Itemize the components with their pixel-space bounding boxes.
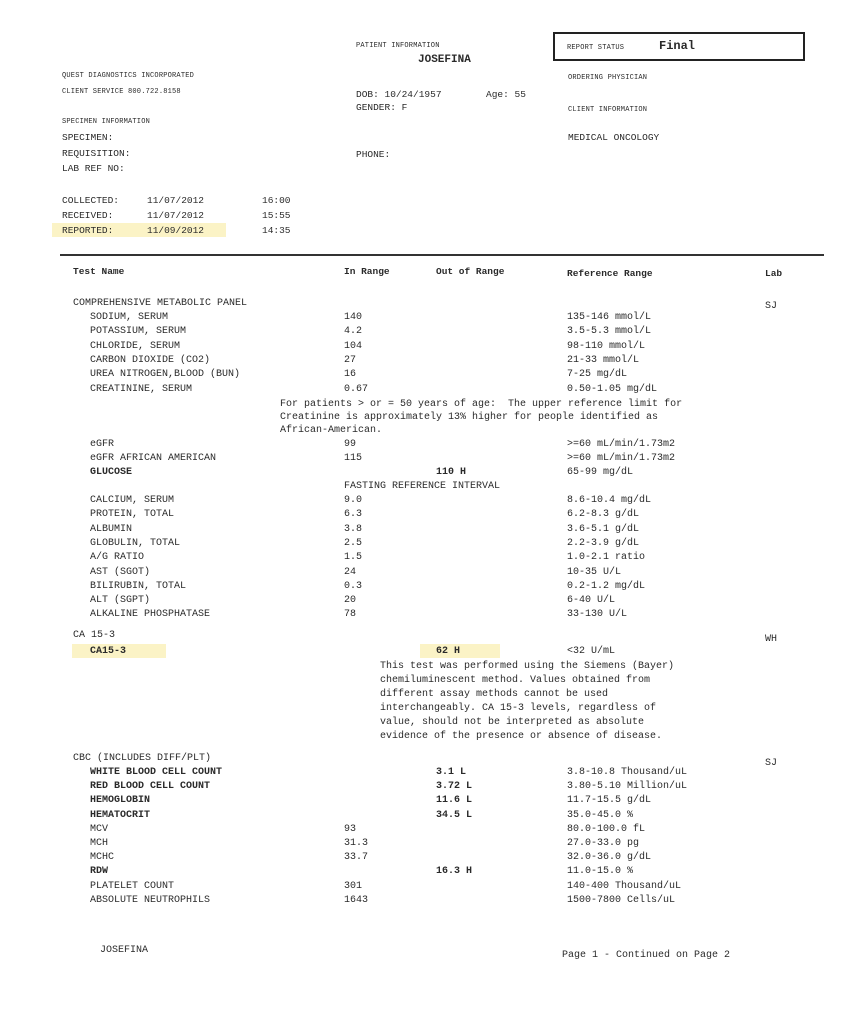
reference-range: 3.8-10.8 Thousand/uL [567, 767, 688, 778]
note-line: interchangeably. CA 15-3 levels, regardless of [380, 703, 657, 714]
result-row [0, 567, 850, 581]
ca153-value: 62 H [436, 646, 461, 657]
col-in-range: In Range [344, 266, 390, 277]
collected-date: 11/07/2012 [147, 195, 205, 206]
test-name: WHITE BLOOD CELL COUNT [90, 767, 223, 778]
test-name: CARBON DIOXIDE (CO2) [90, 354, 211, 366]
reference-range: 21-33 mmol/L [567, 354, 640, 366]
test-name: AST (SGOT) [90, 566, 151, 578]
reference-range: 3.6-5.1 g/dL [567, 523, 640, 535]
lab-name: QUEST DIAGNOSTICS INCORPORATED [62, 72, 195, 80]
cmp-lab-code: SJ [765, 301, 778, 312]
test-name: ALKALINE PHOSPHATASE [90, 609, 211, 621]
result-row [0, 355, 850, 369]
ordering-physician-label: ORDERING PHYSICIAN [568, 74, 648, 82]
patient-info-header: PATIENT INFORMATION [356, 42, 440, 50]
in-range-value: 2.5 [344, 537, 363, 549]
patient-name: JOSEFINA [418, 54, 471, 66]
reference-range: 7-25 mg/dL [567, 369, 628, 381]
in-range-value: 0.67 [344, 383, 369, 395]
reference-range: >=60 mL/min/1.73m2 [567, 439, 676, 450]
test-name: CREATININE, SERUM [90, 383, 193, 395]
reference-range: 33-130 U/L [567, 609, 628, 621]
in-range-value: 16 [344, 369, 357, 381]
in-range-value: 33.7 [344, 852, 369, 864]
reference-range: 6-40 U/L [567, 595, 616, 607]
note-line: evidence of the presence or absence of disease. [380, 731, 663, 742]
test-name: MCH [90, 838, 109, 849]
result-row [0, 552, 850, 566]
result-row [0, 495, 850, 509]
result-row [0, 866, 850, 880]
collected-label: COLLECTED: [62, 195, 120, 206]
patient-age: Age: 55 [486, 89, 526, 100]
reference-range: 135-146 mmol/L [567, 312, 652, 323]
result-row [0, 881, 850, 895]
test-name: eGFR AFRICAN AMERICAN [90, 453, 217, 464]
test-name: UREA NITROGEN,BLOOD (BUN) [90, 369, 241, 381]
reference-range: 8.6-10.4 mg/dL [567, 495, 652, 506]
ca153-reference: <32 U/mL [567, 646, 616, 657]
cbc-title: CBC (INCLUDES DIFF/PLT) [73, 753, 212, 764]
ca153-test-name: CA15-3 [90, 646, 127, 657]
test-name: POTASSIUM, SERUM [90, 326, 187, 338]
client-information-label: CLIENT INFORMATION [568, 106, 648, 114]
reference-range: 10-35 U/L [567, 566, 622, 578]
result-row [0, 810, 850, 824]
reference-range: 11.0-15.0 % [567, 866, 634, 878]
out-of-range-value: 34.5 L [436, 809, 473, 821]
col-reference-range: Reference Range [567, 268, 653, 279]
note-line: value, should not be interpreted as absolute [380, 717, 645, 728]
test-name: GLOBULIN, TOTAL [90, 537, 181, 549]
reported-time: 14:35 [262, 225, 291, 236]
reference-range: 140-400 Thousand/uL [567, 880, 682, 892]
footer-page-info: Page 1 - Continued on Page 2 [562, 950, 731, 961]
test-name: HEMATOCRIT [90, 809, 151, 821]
result-row [0, 453, 850, 467]
test-name: BILIRUBIN, TOTAL [90, 580, 187, 592]
out-of-range-value: 16.3 H [436, 866, 473, 878]
note-line: African-American. [280, 425, 383, 436]
report-status-label: REPORT STATUS [567, 44, 625, 52]
result-row [0, 524, 850, 538]
test-name: GLUCOSE [90, 467, 133, 478]
ca153-lab-code: WH [765, 634, 778, 645]
requisition-label: REQUISITION: [62, 148, 131, 159]
test-name: HEMOGLOBIN [90, 795, 151, 807]
specimen-label: SPECIMEN: [62, 132, 114, 143]
in-range-value: 9.0 [344, 495, 363, 506]
out-of-range-value: 3.1 L [436, 767, 467, 778]
in-range-value: 93 [344, 823, 357, 835]
patient-dob: DOB: 10/24/1957 [356, 89, 442, 100]
result-row [0, 824, 850, 838]
col-out-of-range: Out of Range [436, 266, 505, 277]
in-range-value: 20 [344, 595, 357, 607]
test-name: CALCIUM, SERUM [90, 495, 175, 506]
reference-range: >=60 mL/min/1.73m2 [567, 453, 676, 464]
result-row [0, 538, 850, 552]
received-time: 15:55 [262, 210, 291, 221]
result-row [0, 838, 850, 852]
client-service-phone: CLIENT SERVICE 800.722.8158 [62, 88, 181, 96]
test-name: ALBUMIN [90, 523, 133, 535]
reference-range: 27.0-33.0 pg [567, 838, 640, 849]
result-row [0, 595, 850, 609]
result-row [0, 852, 850, 866]
report-status-box [553, 32, 805, 61]
reference-range: 98-110 mmol/L [567, 340, 646, 352]
result-row [0, 467, 850, 481]
result-row [0, 767, 850, 781]
result-row [0, 781, 850, 795]
in-range-value: 27 [344, 354, 357, 366]
result-row [0, 326, 850, 340]
reported-date: 11/09/2012 [147, 225, 205, 236]
result-row [0, 895, 850, 909]
result-row [0, 384, 850, 398]
in-range-value: 4.2 [344, 326, 363, 338]
test-name: MCV [90, 823, 109, 835]
fasting-note: FASTING REFERENCE INTERVAL [344, 481, 501, 492]
test-name: A/G RATIO [90, 552, 145, 564]
in-range-value: 3.8 [344, 523, 363, 535]
test-name: CHLORIDE, SERUM [90, 340, 181, 352]
in-range-value: 104 [344, 340, 363, 352]
patient-phone: PHONE: [356, 149, 391, 160]
in-range-value: 115 [344, 453, 363, 464]
result-row [0, 609, 850, 623]
reference-range: 1.0-2.1 ratio [567, 552, 646, 564]
in-range-value: 1.5 [344, 552, 363, 564]
reference-range: 2.2-3.9 g/dL [567, 537, 640, 549]
received-label: RECEIVED: [62, 210, 114, 221]
footer-patient-name: JOSEFINA [100, 945, 149, 956]
client-information-value: MEDICAL ONCOLOGY [568, 132, 660, 143]
reference-range: 3.80-5.10 Million/uL [567, 781, 688, 793]
out-of-range-value: 3.72 L [436, 781, 473, 793]
cbc-lab-code: SJ [765, 758, 778, 769]
note-line: Creatinine is approximately 13% higher for people identified as [280, 412, 659, 423]
note-line: chemiluminescent method. Values obtained from [380, 675, 651, 686]
received-date: 11/07/2012 [147, 210, 205, 221]
col-lab: Lab [765, 268, 783, 279]
test-name: eGFR [90, 439, 115, 450]
header-divider [60, 254, 824, 256]
in-range-value: 1643 [344, 894, 369, 906]
reference-range: 80.0-100.0 fL [567, 823, 646, 835]
test-name: RDW [90, 866, 109, 878]
ca153-title: CA 15-3 [73, 630, 116, 641]
test-name: MCHC [90, 852, 115, 864]
in-range-value: 78 [344, 609, 357, 621]
note-line: For patients > or = 50 years of age: The upper reference limit for [280, 399, 683, 410]
in-range-value: 31.3 [344, 838, 369, 849]
reference-range: 0.2-1.2 mg/dL [567, 580, 646, 592]
reference-range: 65-99 mg/dL [567, 467, 634, 478]
result-row [0, 509, 850, 523]
patient-gender: GENDER: F [356, 102, 408, 113]
result-row [0, 795, 850, 809]
in-range-value: 301 [344, 880, 363, 892]
col-test-name: Test Name [73, 266, 125, 277]
in-range-value: 6.3 [344, 509, 363, 521]
out-of-range-value: 110 H [436, 467, 467, 478]
cmp-title: COMPREHENSIVE METABOLIC PANEL [73, 298, 248, 309]
result-row [0, 312, 850, 326]
reference-range: 0.50-1.05 mg/dL [567, 383, 658, 395]
in-range-value: 99 [344, 439, 357, 450]
reference-range: 32.0-36.0 g/dL [567, 852, 652, 864]
in-range-value: 0.3 [344, 580, 363, 592]
reference-range: 35.0-45.0 % [567, 809, 634, 821]
reference-range: 1500-7800 Cells/uL [567, 894, 676, 906]
test-name: ABSOLUTE NEUTROPHILS [90, 894, 211, 906]
in-range-value: 24 [344, 566, 357, 578]
test-name: PROTEIN, TOTAL [90, 509, 175, 521]
reference-range: 3.5-5.3 mmol/L [567, 326, 652, 338]
specimen-info-header: SPECIMEN INFORMATION [62, 118, 151, 126]
result-row [0, 369, 850, 383]
reported-label: REPORTED: [62, 225, 114, 236]
report-status-value: Final [659, 39, 696, 53]
test-name: RED BLOOD CELL COUNT [90, 781, 211, 793]
collected-time: 16:00 [262, 195, 291, 206]
test-name: PLATELET COUNT [90, 880, 175, 892]
in-range-value: 140 [344, 312, 363, 323]
out-of-range-value: 11.6 L [436, 795, 473, 807]
lab-ref-label: LAB REF NO: [62, 163, 125, 174]
note-line: different assay methods cannot be used [380, 689, 609, 700]
result-row [0, 341, 850, 355]
note-line: This test was performed using the Siemens (Bayer) [380, 661, 675, 672]
result-row [0, 439, 850, 453]
test-name: ALT (SGPT) [90, 595, 151, 607]
result-row [0, 581, 850, 595]
reference-range: 11.7-15.5 g/dL [567, 795, 652, 807]
reference-range: 6.2-8.3 g/dL [567, 509, 640, 521]
test-name: SODIUM, SERUM [90, 312, 169, 323]
